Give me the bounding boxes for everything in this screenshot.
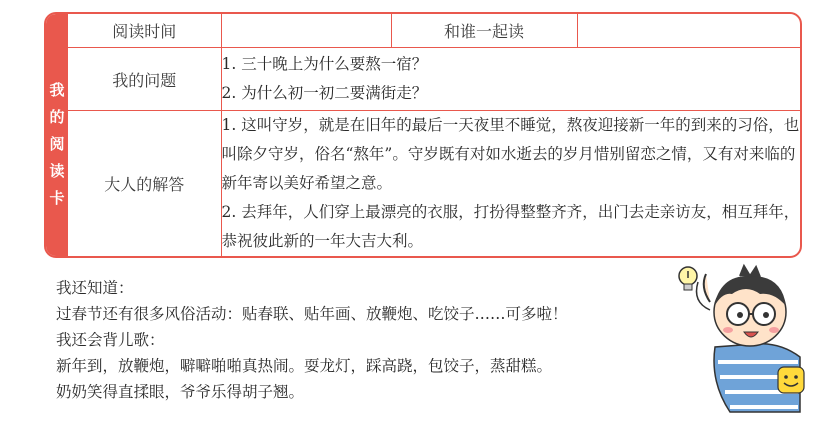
tab-char: 阅 xyxy=(49,135,65,153)
my-questions-row xyxy=(68,48,802,111)
reading-kid-illustration xyxy=(670,262,805,422)
notes-section xyxy=(56,275,568,405)
answers-cell xyxy=(221,111,802,257)
tab-char: 卡 xyxy=(49,189,65,207)
answer-item: 2. 去拜年，人们穿上最漂亮的衣服，打扮得整整齐齐，出门去走亲访友，相互拜年，恭祝彼此新的一年大吉大利。 xyxy=(221,203,800,250)
read-with-value[interactable] xyxy=(577,14,802,48)
tab-char: 我 xyxy=(49,81,65,99)
rhyme-line: 奶奶笑得直揉眼，爷爷乐得胡子翘。 xyxy=(56,383,305,401)
adult-answers-row xyxy=(68,111,802,257)
reading-card-table xyxy=(68,14,802,256)
reading-card xyxy=(44,12,802,258)
answer-item: 1. 这叫守岁，就是在旧年的最后一天夜里不睡觉，熬夜迎接新一年的到来的习俗，也叫除夕守岁，俗名“熬年”。守岁既有对如水逝去的岁月惜别留恋之情，又有对来临的新年寄以美好希望之意。 xyxy=(221,116,800,192)
question-item: 2. 为什么初一初二要满街走？ xyxy=(221,84,428,102)
rhyme-line: 新年到，放鞭炮，噼噼啪啪真热闹。耍龙灯，踩高跷，包饺子，蒸甜糕。 xyxy=(56,357,553,375)
reading-time-label: 阅读时间 xyxy=(68,14,221,48)
reading-time-row xyxy=(68,14,802,48)
tab-char: 读 xyxy=(49,162,65,180)
my-questions-label: 我的问题 xyxy=(68,48,221,111)
questions-cell xyxy=(221,48,802,111)
rhyme-heading: 我还会背儿歌： xyxy=(56,331,165,349)
smiley-icon xyxy=(778,367,804,393)
read-with-label: 和谁一起读 xyxy=(391,14,577,48)
reading-card-tab xyxy=(46,14,68,256)
lightbulb-icon xyxy=(679,267,697,290)
also-know-heading: 我还知道： xyxy=(56,279,134,297)
tab-char: 的 xyxy=(49,108,65,126)
reading-time-value[interactable] xyxy=(221,14,391,48)
question-item: 1. 三十晚上为什么要熬一宿？ xyxy=(221,55,428,73)
also-know-text: 过春节还有很多风俗活动：贴春联、贴年画、放鞭炮、吃饺子……可多啦！ xyxy=(56,305,568,323)
adult-answers-label: 大人的解答 xyxy=(68,111,221,257)
